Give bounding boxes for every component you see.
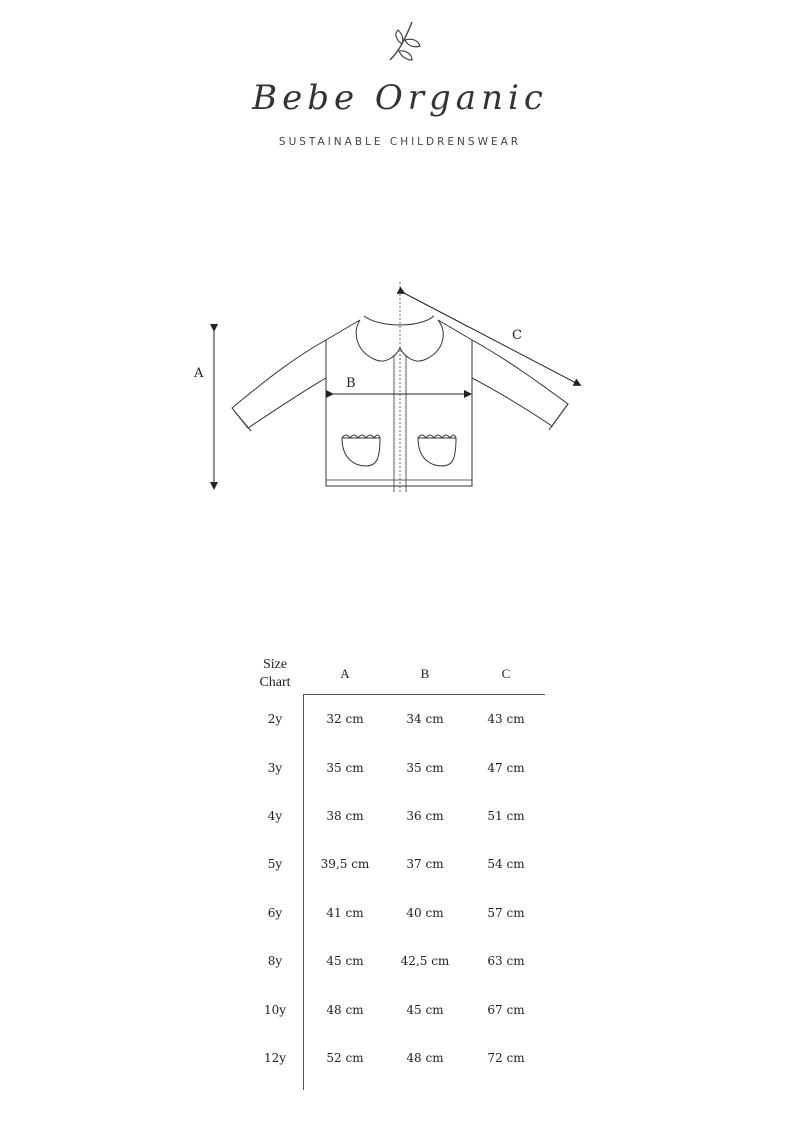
measure-c-cell: 57 cm [487,906,525,920]
measure-a-cell: 41 cm [326,906,364,920]
brand-tagline: SUSTAINABLE CHILDRENSWEAR [278,136,522,148]
size-cell: 3y [267,761,283,775]
measure-a-cell: 48 cm [326,1003,364,1017]
table-row [240,761,560,781]
column-header-b: B [420,666,430,681]
measure-a-cell: 35 cm [326,761,364,775]
measure-b-cell: 42,5 cm [400,954,450,968]
size-cell: 8y [267,954,283,968]
measure-a-cell: 39,5 cm [320,857,370,871]
size-cell: 2y [267,712,283,726]
measure-b-cell: 35 cm [406,761,444,775]
table-row [240,906,560,926]
measure-a-cell: 45 cm [326,954,364,968]
measure-b-cell: 34 cm [406,712,444,726]
table-row [240,809,560,829]
column-header-a: A [340,666,350,681]
measure-c-cell: 47 cm [487,761,525,775]
measure-c-cell: 72 cm [487,1051,525,1065]
size-cell: 10y [263,1003,287,1017]
size-cell: 5y [267,857,283,871]
measure-a-cell: 32 cm [326,712,364,726]
measure-c-cell: 51 cm [487,809,525,823]
size-cell: 4y [267,809,283,823]
measure-c-cell: 54 cm [487,857,525,871]
measure-b-cell: 37 cm [406,857,444,871]
measure-c-cell: 67 cm [487,1003,525,1017]
jacket-illustration [180,270,600,510]
size-cell: 6y [267,906,283,920]
measure-b-cell: 36 cm [406,809,444,823]
size-cell: 12y [263,1051,287,1065]
size-chart-header: Size Chart [259,657,291,690]
dimension-label-a: A [194,366,204,381]
measure-b-cell: 45 cm [406,1003,444,1017]
table-row [240,1003,560,1023]
measure-a-cell: 38 cm [326,809,364,823]
measure-a-cell: 52 cm [326,1051,364,1065]
table-row [240,857,560,877]
table-row [240,712,560,732]
header-divider [304,694,545,695]
measure-b-cell: 40 cm [406,906,444,920]
table-row [240,1051,560,1071]
measure-c-cell: 63 cm [487,954,525,968]
measure-b-cell: 48 cm [406,1051,444,1065]
column-divider [303,694,304,1090]
dimension-label-c: C [512,328,522,343]
dimension-label-b: B [346,376,356,391]
leaf-logo-icon [386,18,426,64]
column-header-c: C [501,666,511,681]
jacket-measurement-diagram [180,270,600,510]
brand-name: Bebe Organic [252,78,548,118]
table-row [240,954,560,974]
measure-c-cell: 43 cm [487,712,525,726]
